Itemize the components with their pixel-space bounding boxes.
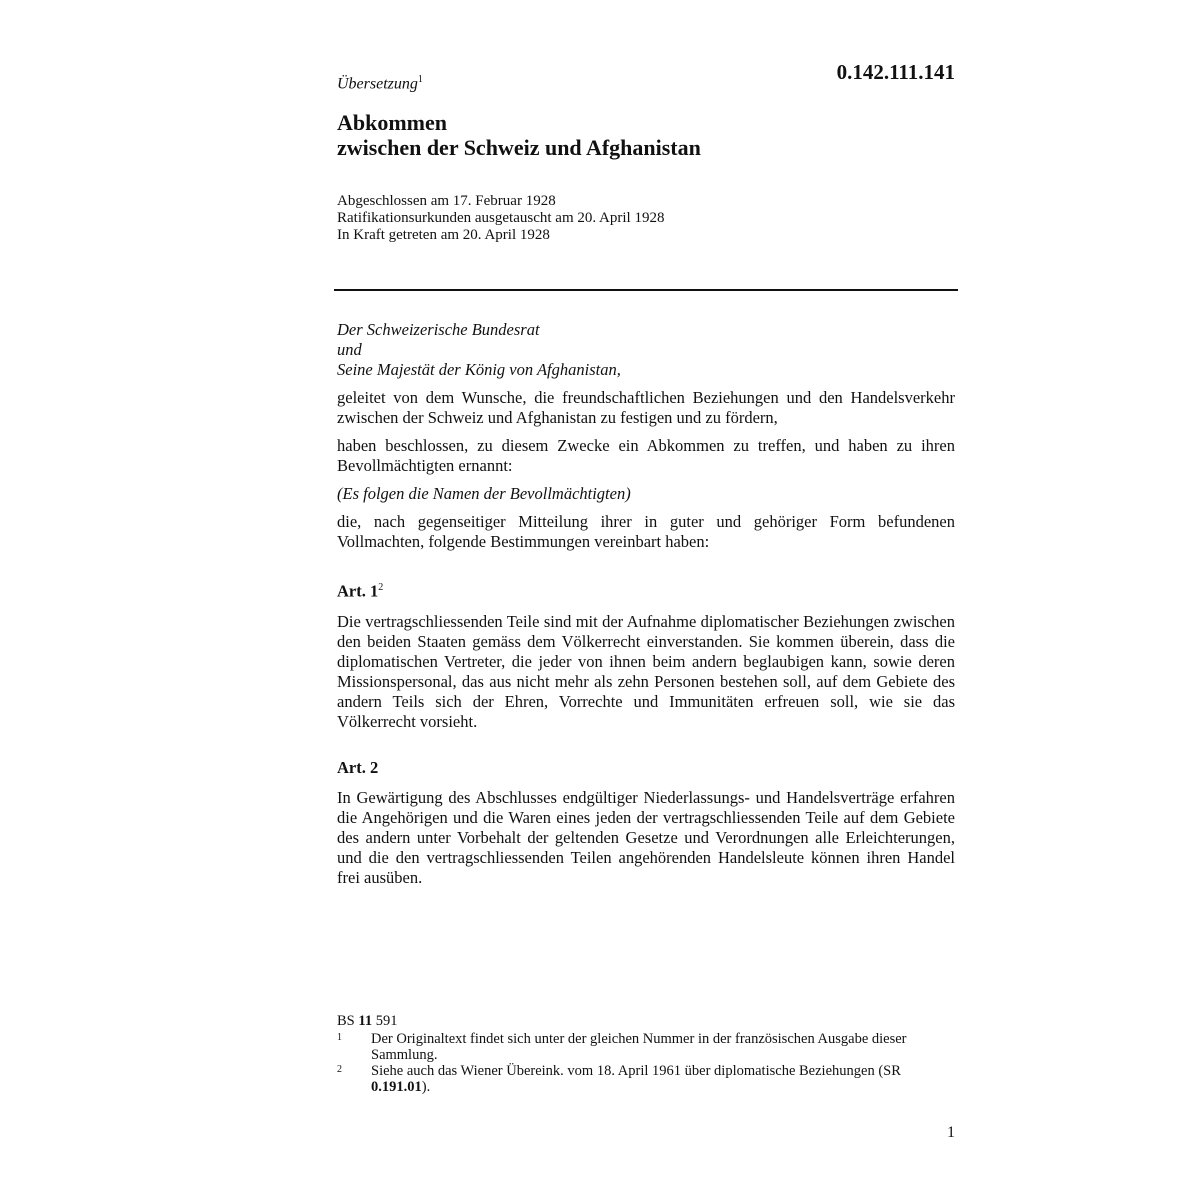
date-concluded: Abgeschlossen am 17. Februar 1928 [337, 193, 556, 209]
document-body [337, 320, 955, 896]
bs-prefix: BS [337, 1013, 355, 1029]
footnote-1-number: 1 [337, 1032, 342, 1043]
party-1: Der Schweizerische Bundesrat [337, 320, 540, 339]
document-title [337, 110, 701, 160]
preamble-parties [337, 320, 955, 380]
footnotes-section [337, 1013, 957, 1095]
bs-reference [337, 1013, 957, 1029]
footnote-2-sr-link[interactable]: 0.191.01 [371, 1079, 422, 1095]
bs-volume: 11 [358, 1013, 373, 1029]
footnote-2 [337, 1063, 957, 1095]
page-number: 1 [947, 1124, 955, 1141]
preamble-paragraph-1: geleitet von dem Wunsche, die freundschaftlichen Beziehungen und den Handelsverkehr zwischen der Schweiz und Afghanistan zu festigen und zu fördern, [337, 388, 955, 427]
footnote-2-number: 2 [337, 1064, 342, 1075]
footnote-ref-1[interactable]: 1 [417, 74, 423, 85]
article-2-label: Art. 2 [337, 757, 379, 777]
footnote-1 [337, 1031, 957, 1063]
bs-page: 591 [375, 1013, 398, 1029]
translation-text: Übersetzung [337, 75, 418, 93]
horizontal-rule [334, 289, 958, 291]
footnote-1-text: Der Originaltext findet sich unter der gleichen Nummer in der französischen Ausgabe dieser Sammlung. [371, 1031, 907, 1063]
translation-label [337, 74, 423, 93]
treaty-dates [337, 193, 664, 244]
sr-number: 0.142.111.141 [836, 60, 955, 84]
date-in-force: In Kraft getreten am 20. April 1928 [337, 227, 550, 243]
footnote-2-text-before: Siehe auch das Wiener Übereink. vom 18. April 1961 über diplomatische Beziehungen (SR [371, 1063, 901, 1079]
article-1-label: Art. 1 [337, 581, 379, 601]
article-2-text: In Gewärtigung des Abschlusses endgültiger Niederlassungs- und Handelsverträge erfahren die Angehörigen und die Waren eines jeden der vertragschliessenden Teile auf dem Gebiete des andern unter Vorbehalt der geltenden Gesetze und Verordnungen alle Erleichterungen, und die den vertragschliessenden Teilen angehörenden Handelsleute können ihren Handel frei ausüben. [337, 787, 955, 887]
footnote-2-text-after: ). [421, 1079, 431, 1095]
article-1-text: Die vertragschliessenden Teile sind mit der Aufnahme diplomatischer Beziehungen zwischen den beiden Staaten gemäss dem Völkerrecht einverstanden. Sie kommen überein, dass die diplomatischen Vertreter, die jeder von ihnen beim andern beglaubigen kann, sowie deren Missionspersonal, das aus nicht mehr als zehn Personen bestehen soll, auf dem Gebiete des andern Teils sich der Ehren, Vorrechte und Immunitäten erfreuen soll, wie sie das Völkerrecht vorsieht. [337, 611, 955, 731]
party-conjunction: und [337, 340, 362, 359]
footnote-2-text [371, 1063, 957, 1095]
preamble-paragraph-2: haben beschlossen, zu diesem Zwecke ein Abkommen zu treffen, und haben zu ihren Bevollmächtigten ernannt: [337, 436, 955, 475]
article-2-heading [337, 758, 955, 778]
article-1-heading [337, 578, 955, 602]
preamble-paragraph-4: die, nach gegenseitiger Mitteilung ihrer in guter und gehöriger Form befundenen Vollmachten, folgende Bestimmungen vereinbart haben: [337, 512, 955, 551]
preamble-paragraph-3: (Es folgen die Namen der Bevollmächtigten) [337, 484, 631, 503]
date-ratified: Ratifikationsurkunden ausgetauscht am 20. April 1928 [337, 210, 665, 226]
party-2: Seine Majestät der König von Afghanistan, [337, 360, 621, 379]
title-line-1: Abkommen [337, 110, 448, 135]
title-line-2: zwischen der Schweiz und Afghanistan [337, 135, 701, 160]
footnote-ref-2[interactable]: 2 [378, 582, 384, 593]
